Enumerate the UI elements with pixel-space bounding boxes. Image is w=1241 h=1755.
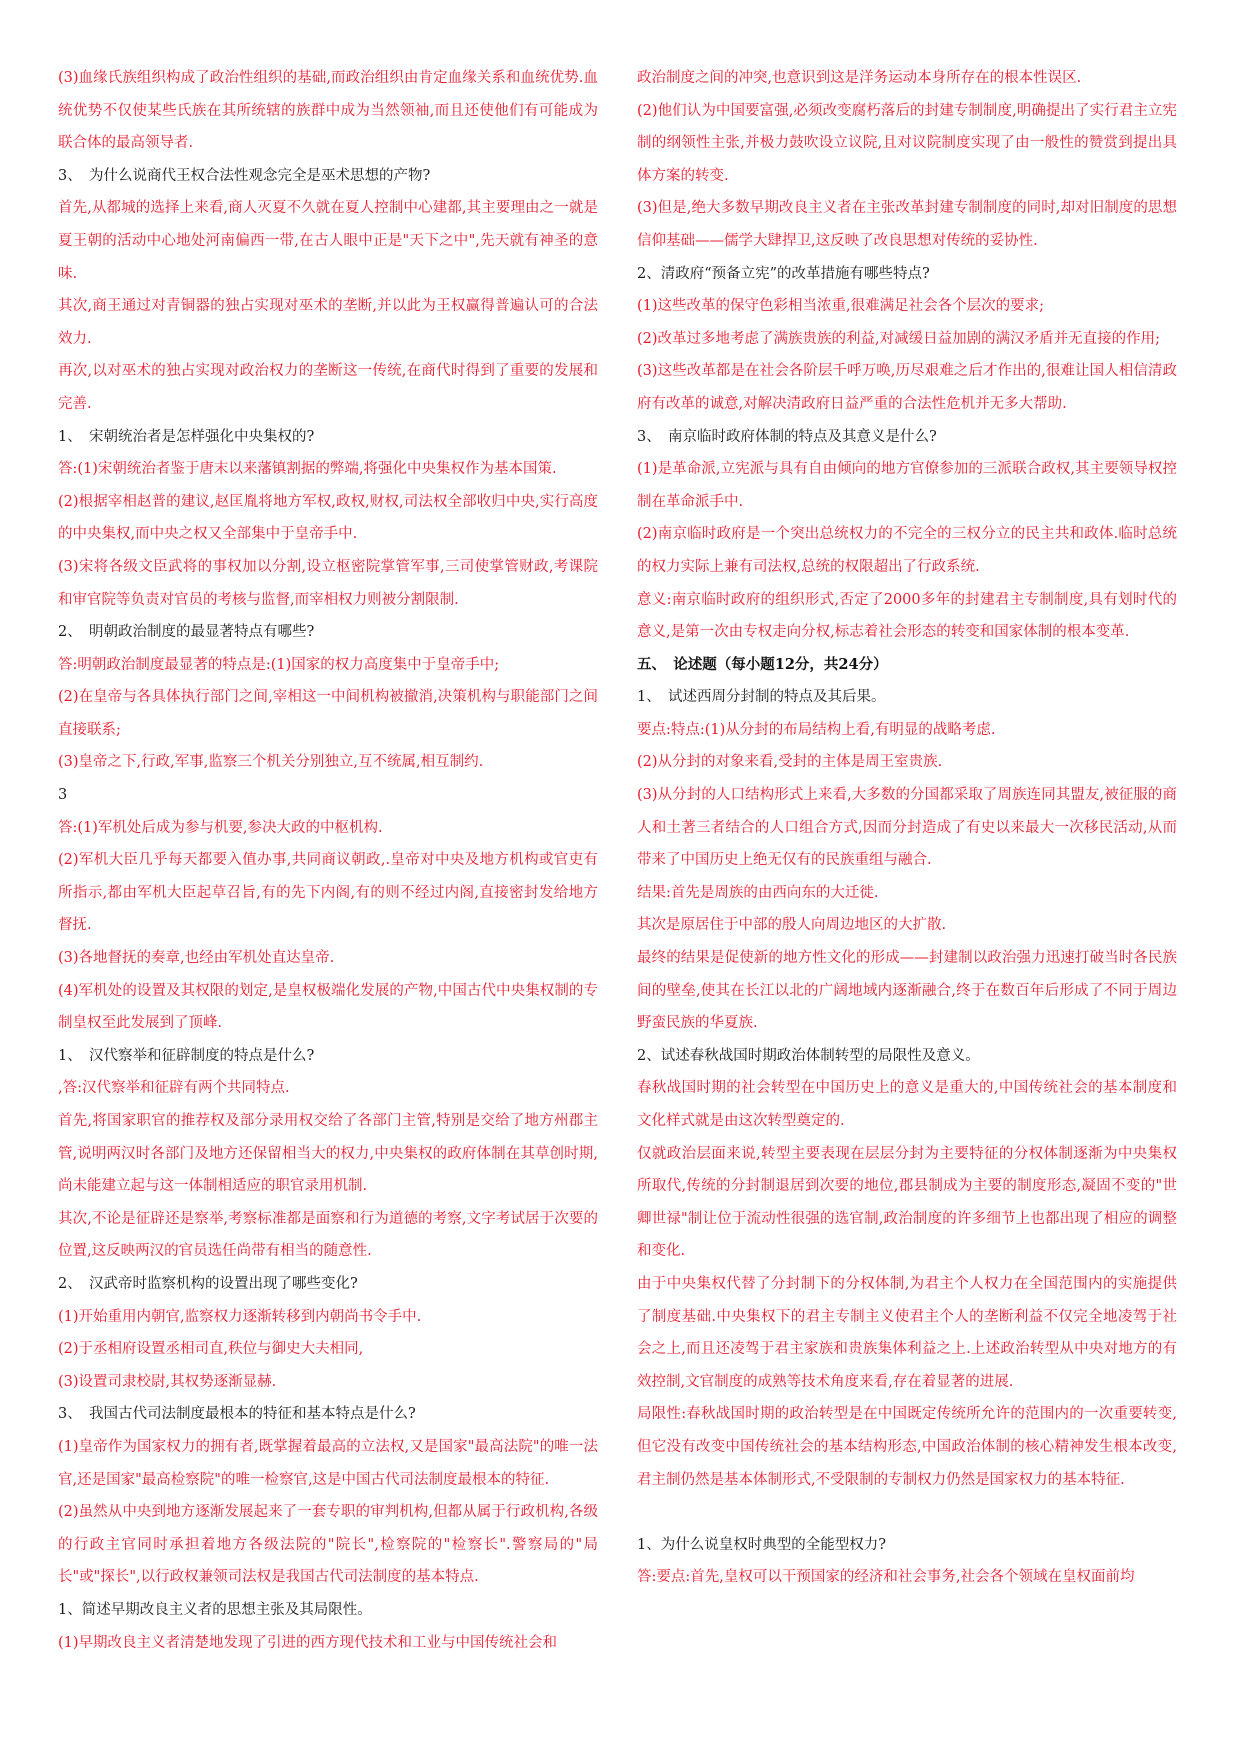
paragraph: (2)于丞相府设置丞相司直,秩位与御史大夫相同, [58,1341,364,1358]
paragraph: (2)军机大臣几乎每天都要入值办事,共同商议朝政,.皇帝对中央及地方机构或官吏有所指示,都由军机大臣起草召旨,有的先下内阁,有的则不经过内阁,直接密封发给地方督抚. [58,852,598,934]
paragraph: 2、试述春秋战国时期政治体制转型的局限性及意义。 [637,1047,980,1064]
paragraph: (2)他们认为中国要富强,必须改变腐朽落后的封建专制制度,明确提出了实行君主立宪制的纲领性主张,并极力鼓吹设立议院,且对议院制度实现了由一般性的赞赏到提出具体方案的转变. [637,102,1177,184]
paragraph: (3)血缘氏族组织构成了政治性组织的基础,而政治组织由肯定血缘关系和血统优势.血统优势不仅使某些氏族在其所统辖的族群中成为当然领袖,而且还使他们有可能成为联合体的最高领导者. [58,70,598,152]
left-column [58,62,598,1659]
paragraph: (1)皇帝作为国家权力的拥有者,既掌握着最高的立法权,又是国家"最高法院"的唯一法官,还是国家"最高检察院"的唯一检察官,这是中国古代司法制度最根本的特征. [58,1438,598,1488]
paragraph: (2)虽然从中央到地方逐渐发展起来了一套专职的审判机构,但都从属于行政机构,各级的行政主官同时承担着地方各级法院的"院长",检察院的"检察长".警察局的"局长"或"探长",以行政权兼领司法权是我国古代司法制度的基本特点. [58,1504,598,1586]
paragraph: 3、 为什么说商代王权合法性观念完全是巫术思想的产物? [58,167,431,184]
paragraph: 最终的结果是促使新的地方性文化的形成——封建制以政治强力迅速打破当时各民族间的壁垒,使其在长江以北的广阔地域内逐渐融合,终于在数百年后形成了不同于周边野蛮民族的华夏族. [637,950,1177,1032]
paragraph: 政治制度之间的冲突,也意识到这是洋务运动本身所存在的根本性误区. [637,70,1082,86]
paragraph: 首先,将国家职官的推荐权及部分录用权交给了各部门主管,特别是交给了地方州郡主管,说明两汉时各部门及地方还保留相当大的权力,中央集权的政府体制在其草创时期,尚未能建立起与这一体制相适应的职官录用机制. [58,1113,598,1195]
paragraph: (3)但是,绝大多数早期改良主义者在主张改革封建专制制度的同时,却对旧制度的思想信仰基础——儒学大肆捍卫,这反映了改良思想对传统的妥协性. [637,200,1177,249]
paragraph: (3)设置司隶校尉,其权势逐渐显赫. [58,1373,277,1390]
paragraph: (1)开始重用内朝官,监察权力逐渐转移到内朝尚书令手中. [58,1308,422,1325]
paragraph: 答:要点:首先,皇权可以干预国家的经济和社会事务,社会各个领域在皇权面前均 [637,1569,1135,1586]
paragraph: (3)宋将各级文臣武将的事权加以分割,设立枢密院掌管军事,三司使掌管财政,考课院和审官院等负责对官员的考核与监督,而宰相权力则被分割限制. [58,558,598,608]
paragraph: 仅就政治层面来说,转型主要表现在层层分封为主要特征的分权体制逐渐为中央集权所取代,传统的分封制退居到次要的地位,郡县制成为主要的制度形态,凝固不变的"世卿世禄"制让位于流动性很强的选官制,政治制度的许多细节上也都出现了相应的调整和变化. [637,1145,1177,1260]
paragraph: (3)各地督抚的奏章,也经由军机处直达皇帝. [58,950,335,967]
paragraph: 其次,商王通过对青铜器的独占实现对巫术的垄断,并以此为王权赢得普遍认可的合法效力. [58,298,598,347]
paragraph: (2)在皇帝与各具体执行部门之间,宰相这一中间机构被撤消,决策机构与职能部门之间直接联系; [58,689,598,738]
paragraph: (1)这些改革的保守色彩相当浓重,很难满足社会各个层次的要求; [637,298,1045,315]
paragraph: (1)早期改良主义者清楚地发现了引进的西方现代技术和工业与中国传统社会和 [58,1634,558,1651]
paragraph: 1、 试述西周分封制的特点及其后果。 [637,689,886,706]
paragraph: (2)改革过多地考虑了满族贵族的利益,对减缓日益加剧的满汉矛盾并无直接的作用; [637,330,1161,347]
paragraph: 3、 南京临时政府体制的特点及其意义是什么? [637,428,937,445]
paragraph [637,1496,1177,1529]
paragraph: 首先,从都城的选择上来看,商人灭夏不久就在夏人控制中心建都,其主要理由之一就是夏王朝的活动中心地处河南偏西一带,在古人眼中正是"天下之中",先天就有神圣的意味. [58,200,598,282]
paragraph: (3)从分封的人口结构形式上来看,大多数的分国都采取了周族连同其盟友,被征服的商人和土著三者结合的人口组合方式,因而分封造成了有史以来最大一次移民活动,从而带来了中国历史上绝无仅有的民族重组与融合. [637,787,1177,869]
paragraph: 1、 宋朝统治者是怎样强化中央集权的? [58,428,315,445]
paragraph: 其次,不论是征辟还是察举,考察标准都是面察和行为道德的考察,文字考试居于次要的位置,这反映两汉的官员选任尚带有相当的随意性. [58,1210,598,1260]
paragraph: 五、 论述题（每小题12分，共24分） [637,655,888,673]
paragraph: (3)皇帝之下,行政,军事,监察三个机关分别独立,互不统属,相互制约. [58,754,484,771]
paragraph: 2、 明朝政治制度的最显著特点有哪些? [58,624,315,641]
paragraph: 答:(1)军机处后成为参与机要,参决大政的中枢机构. [58,819,383,836]
paragraph: 由于中央集权代替了分封制下的分权体制,为君主个人权力在全国范围内的实施提供了制度基础.中央集权下的君主专制主义使君主个人的垄断利益不仅完全地凌驾于社会之上,而且还凌驾于君主家族和贵族集体利益之上.上述政治转型从中央对地方的有效控制,文官制度的成熟等技术角度来看,存在着显著的进展. [637,1275,1177,1390]
paragraph: 1、为什么说皇权时典型的全能型权力? [637,1536,886,1553]
paragraph: 结果:首先是周族的由西向东的大迁徙. [637,884,879,901]
paragraph: 再次,以对巫术的独占实现对政治权力的垄断这一传统,在商代时得到了重要的发展和完善. [58,363,598,412]
paragraph: 要点:特点:(1)从分封的布局结构上看,有明显的战略考虑. [637,721,996,738]
paragraph: ,答:汉代察举和征辟有两个共同特点. [58,1080,290,1097]
paragraph: (2)从分封的对象来看,受封的主体是周王室贵族. [637,754,943,771]
paragraph: 1、简述早期改良主义者的思想主张及其局限性。 [58,1601,372,1618]
paragraph: 局限性:春秋战国时期的政治转型是在中国既定传统所允许的范围内的一次重要转变,但它没有改变中国传统社会的基本结构形态,中国政治体制的核心精神发生根本改变,君主制仍然是基本体制形式,不受限制的专制权力仍然是国家权力的基本特征. [637,1406,1177,1488]
paragraph: 答:(1)宋朝统治者鉴于唐末以来藩镇割据的弊端,将强化中央集权作为基本国策. [58,461,557,478]
paragraph: 春秋战国时期的社会转型在中国历史上的意义是重大的,中国传统社会的基本制度和文化样式就是由这次转型奠定的. [637,1080,1177,1129]
paragraph: (4)军机处的设置及其权限的划定,是皇权极端化发展的产物,中国古代中央集权制的专制皇权至此发展到了顶峰. [58,982,598,1032]
paragraph: 其次是原居住于中部的殷人向周边地区的大扩散. [637,917,947,934]
paragraph: (2)根据宰相赵普的建议,赵匡胤将地方军权,政权,财权,司法权全部收归中央,实行高度的中央集权,而中央之权又全部集中于皇帝手中. [58,493,598,543]
paragraph: (2)南京临时政府是一个突出总统权力的不完全的三权分立的民主共和政体.临时总统的权力实际上兼有司法权,总统的权限超出了行政系统. [637,526,1177,575]
paragraph: 2、 汉武帝时监察机构的设置出现了哪些变化? [58,1275,358,1292]
paragraph: 2、清政府“预备立宪”的改革措施有哪些特点? [637,265,930,282]
paragraph: (1)是革命派,立宪派与具有自由倾向的地方官僚参加的三派联合政权,其主要领导权控制在革命派手中. [637,461,1177,510]
paragraph: 3 [58,787,68,804]
paragraph: 意义:南京临时政府的组织形式,否定了2000多年的封建君主专制制度,具有划时代的意义,是第一次由专权走向分权,标志着社会形态的转变和国家体制的根本变革. [637,591,1177,641]
right-column [637,62,1177,1594]
paragraph: 1、 汉代察举和征辟制度的特点是什么? [58,1047,315,1064]
paragraph: 3、 我国古代司法制度最根本的特征和基本特点是什么? [58,1406,416,1423]
paragraph: (3)这些改革都是在社会各阶层千呼万唤,历尽艰难之后才作出的,很难让国人相信清政府有改革的诚意,对解决清政府日益严重的合法性危机并无多大帮助. [637,363,1177,412]
paragraph: 答:明朝政治制度最显著的特点是:(1)国家的权力高度集中于皇帝手中; [58,656,500,673]
